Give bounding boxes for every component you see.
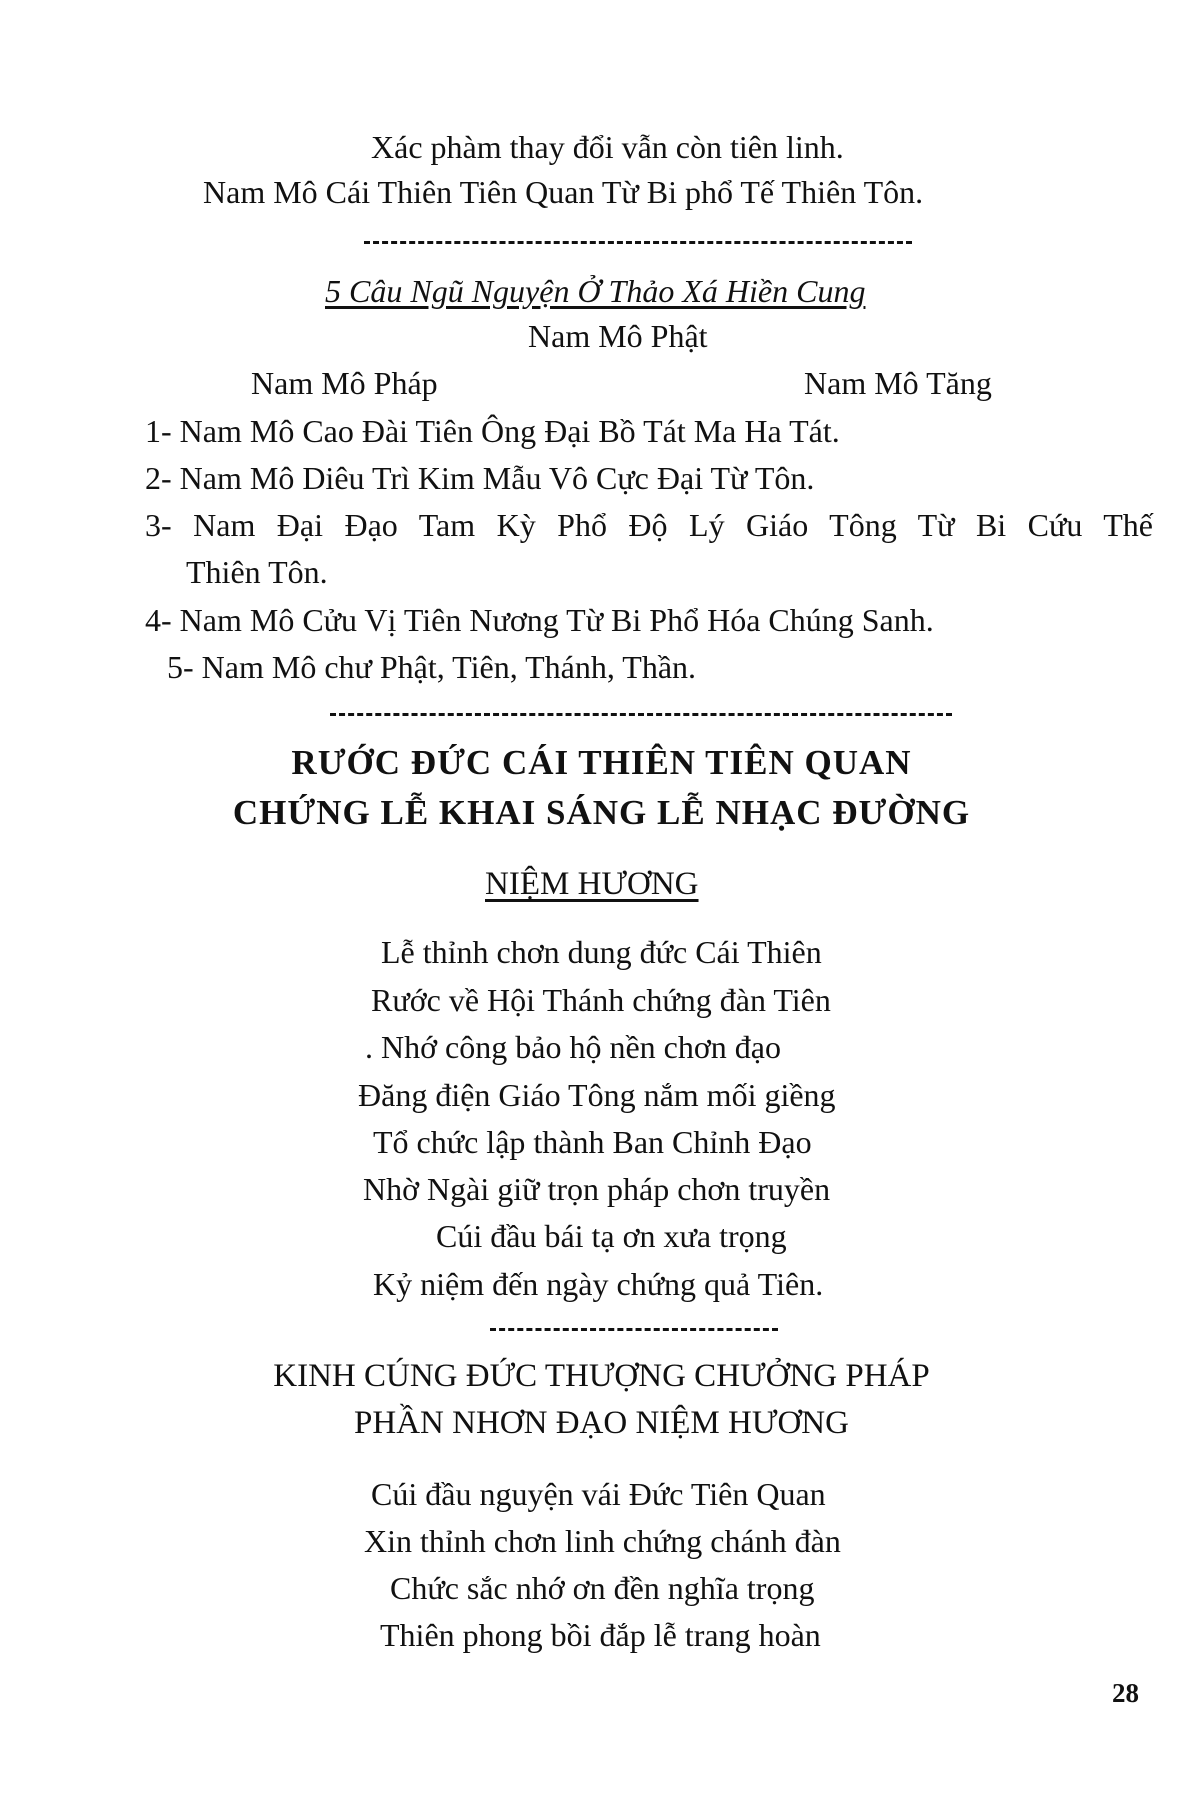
separator-2 xyxy=(330,713,952,716)
section2-heading-line-1: RƯỚC ĐỨC CÁI THIÊN TIÊN QUAN xyxy=(291,743,912,782)
verse-line-5: Tổ chức lập thành Ban Chỉnh Đạo xyxy=(373,1124,812,1160)
verse2-line-4: Thiên phong bồi đắp lễ trang hoàn xyxy=(380,1617,821,1653)
verse2-line-1: Cúi đầu nguyện vái Đức Tiên Quan xyxy=(371,1476,826,1512)
list-item-1: 1- Nam Mô Cao Đài Tiên Ông Đại Bồ Tát Ma Ha Tát. xyxy=(145,413,840,449)
list-item-3: 3- Nam Đại Đạo Tam Kỳ Phổ Độ Lý Giáo Tông Từ Bi Cứu Thế xyxy=(145,507,1153,543)
verse-line-3: . Nhớ công bảo hộ nền chơn đạo xyxy=(365,1029,781,1065)
nam-mo-phap: Nam Mô Pháp xyxy=(251,365,438,401)
verse-line-1: Lễ thỉnh chơn dung đức Cái Thiên xyxy=(381,934,822,970)
verse2-line-3: Chức sắc nhớ ơn đền nghĩa trọng xyxy=(390,1570,815,1606)
list-item-3-continued: Thiên Tôn. xyxy=(186,554,328,590)
verse-line-7: Cúi đầu bái tạ ơn xưa trọng xyxy=(436,1218,787,1254)
section2-heading-line-2: CHỨNG LỄ KHAI SÁNG LỄ NHẠC ĐƯỜNG xyxy=(232,793,971,832)
section2-subheading: NIỆM HƯƠNG xyxy=(485,866,699,902)
nam-mo-tang: Nam Mô Tăng xyxy=(804,365,992,401)
page-number: 28 xyxy=(1112,1678,1139,1708)
nam-mo-phat: Nam Mô Phật xyxy=(528,318,708,354)
section3-heading-line-2: PHẦN NHƠN ĐẠO NIỆM HƯƠNG xyxy=(354,1405,849,1441)
verse-line-2: Rước về Hội Thánh chứng đàn Tiên xyxy=(371,982,831,1018)
separator-3 xyxy=(490,1328,778,1331)
verse-line-4: Đăng điện Giáo Tông nắm mối giềng xyxy=(358,1077,836,1113)
intro-line-2: Nam Mô Cái Thiên Tiên Quan Từ Bi phổ Tế Thiên Tôn. xyxy=(203,174,924,210)
list-item-5: 5- Nam Mô chư Phật, Tiên, Thánh, Thần. xyxy=(167,649,697,685)
list-item-2: 2- Nam Mô Diêu Trì Kim Mẫu Vô Cực Đại Từ Tôn. xyxy=(145,460,815,496)
verse-line-8: Kỷ niệm đến ngày chứng quả Tiên. xyxy=(373,1266,824,1302)
separator-1 xyxy=(364,241,912,244)
verse-line-6: Nhờ Ngài giữ trọn pháp chơn truyền xyxy=(363,1171,831,1207)
verse2-line-2: Xin thỉnh chơn linh chứng chánh đàn xyxy=(364,1523,841,1559)
section1-title: 5 Câu Ngũ Nguyện Ở Thảo Xá Hiền Cung xyxy=(325,273,866,309)
section3-heading-line-1: KINH CÚNG ĐỨC THƯỢNG CHƯỞNG PHÁP xyxy=(273,1358,930,1394)
intro-line-1: Xác phàm thay đổi vẫn còn tiên linh. xyxy=(371,129,844,165)
list-item-4: 4- Nam Mô Cửu Vị Tiên Nương Từ Bi Phổ Hóa Chúng Sanh. xyxy=(145,602,934,638)
